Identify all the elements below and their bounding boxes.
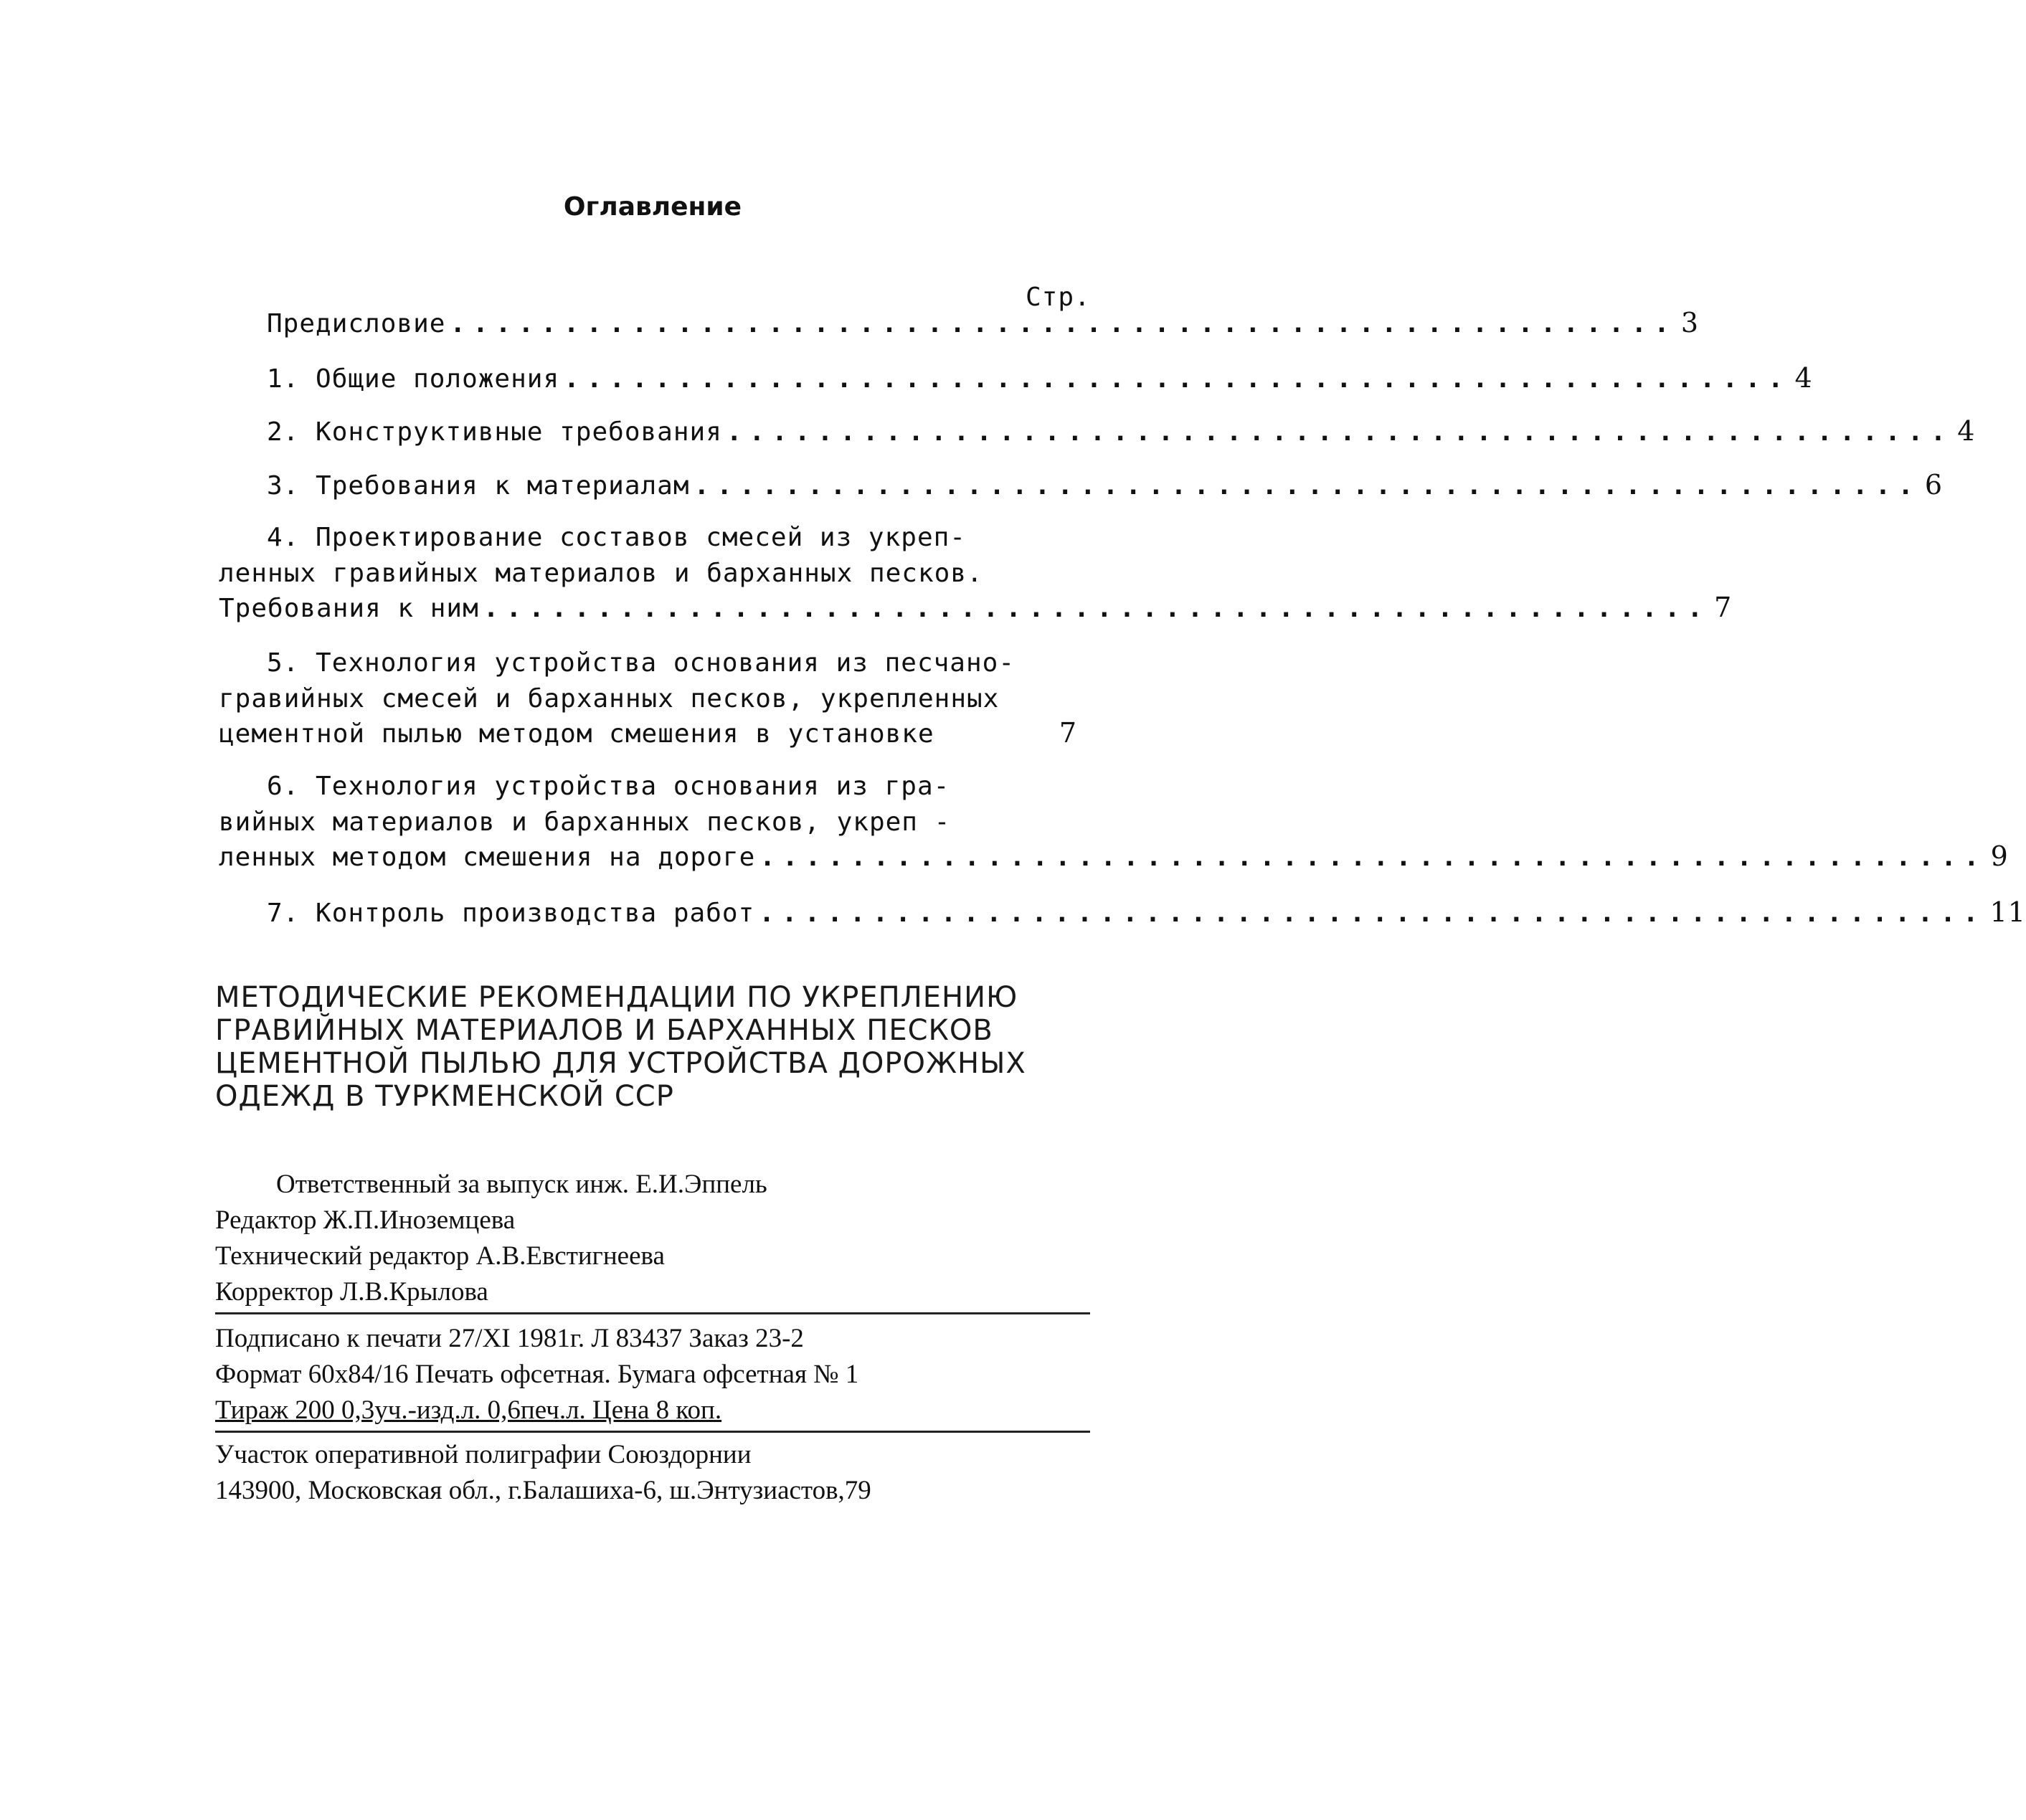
toc-entry-page: 7	[1714, 592, 1733, 623]
book-title-line: ОДЕЖД В ТУРКМЕНСКОЙ ССР	[215, 1080, 674, 1113]
colophon-address: 143900, Московская обл., г.Балашиха-6, ш.Энтузиастов,79	[215, 1476, 871, 1505]
toc-entry-1	[267, 362, 1813, 394]
toc-entry-6-line-1: 6. Технология устройства основания из гра-	[267, 772, 950, 801]
toc-entry-label: 2. Конструктивные требования	[267, 417, 722, 447]
toc-entry-page: 9	[1990, 840, 2009, 872]
toc-entry-page: 4	[1794, 362, 1813, 394]
toc-page-header: Стр.	[1026, 283, 1091, 312]
book-title	[215, 981, 1026, 1113]
toc-entry-page: 4	[1957, 415, 1976, 447]
colophon-print-run: Тираж 200 0,3уч.-изд.л. 0,6печ.л. Цена 8 коп.	[215, 1395, 722, 1425]
toc-leader-dots: ......................................................	[759, 899, 1986, 928]
divider	[215, 1312, 1090, 1314]
colophon-format: Формат 60x84/16 Печать офсетная. Бумага офсетная № 1	[215, 1360, 859, 1389]
toc-entry-label: 3. Требования к материалам	[267, 471, 690, 501]
toc-entry-label: Предисловие	[267, 309, 446, 338]
divider	[215, 1431, 1090, 1433]
book-title-line: ЦЕМЕНТНОЙ ПЫЛЬЮ ДЛЯ УСТРОЙСТВА ДОРОЖНЫХ	[215, 1047, 1026, 1080]
toc-entry-preface	[267, 307, 1699, 338]
colophon-responsible: Ответственный за выпуск инж. Е.И.Эппель	[276, 1170, 767, 1199]
toc-entry-page: 7	[1059, 717, 1077, 749]
toc-entry-5-line-1: 5. Технология устройства основания из песчано-	[267, 648, 1015, 678]
book-title-line: ГРАВИЙНЫХ МАТЕРИАЛОВ И БАРХАННЫХ ПЕСКОВ	[215, 1014, 993, 1047]
toc-entry-label: 1. Общие положения	[267, 364, 560, 394]
colophon-signed: Подписано к печати 27/XI 1981г. Л 83437 Заказ 23-2	[215, 1324, 804, 1353]
book-title-line: МЕТОДИЧЕСКИЕ РЕКОМЕНДАЦИИ ПО УКРЕПЛЕНИЮ	[215, 981, 1018, 1014]
toc-entry-7	[267, 896, 2026, 928]
toc-entry-2	[267, 415, 1976, 447]
toc-leader-dots: ......................................................	[564, 364, 1791, 394]
toc-leader-dots: ......................................................	[759, 843, 1987, 872]
toc-entry-5-line-2: гравийных смесей и барханных песков, укрепленных	[219, 684, 1000, 714]
colophon-tech-editor: Технический редактор А.В.Евстигнеева	[215, 1241, 665, 1271]
toc-entry-page: 11	[1989, 896, 2026, 928]
toc-entry-label: цементной пылью методом смешения в установке	[219, 719, 934, 749]
toc-leader-dots: ......................................................	[694, 471, 1921, 501]
toc-leader-dots: ......................................................	[483, 594, 1710, 623]
colophon-printer: Участок оперативной полиграфии Союздорнии	[215, 1440, 752, 1469]
toc-title: Оглавление	[563, 192, 742, 222]
toc-entry-page: 6	[1924, 469, 1944, 501]
toc-entry-label: Требования к ним	[219, 594, 479, 623]
toc-entry-label: 7. Контроль производства работ	[267, 899, 755, 928]
toc-entry-page: 3	[1680, 307, 1699, 338]
colophon-corrector: Корректор Л.В.Крылова	[215, 1277, 488, 1307]
toc-entry-4	[219, 592, 1733, 623]
colophon-editor: Редактор Ж.П.Иноземцева	[215, 1205, 516, 1235]
toc-entry-6	[219, 840, 2009, 872]
toc-entry-label: ленных методом смешения на дороге	[219, 843, 756, 872]
toc-entry-3	[267, 469, 1944, 501]
toc-entry-4-line-1: 4. Проектирование составов смесей из укреп-	[267, 523, 966, 552]
toc-entry-4-line-2: ленных гравийных материалов и барханных песков.	[219, 559, 983, 588]
toc-leader-dots: ......................................................	[450, 309, 1677, 338]
toc-entry-6-line-2: вийных материалов и барханных песков, укреп -	[219, 807, 951, 837]
toc-leader-dots: ......................................................	[726, 417, 1954, 447]
toc-entry-5	[219, 717, 1077, 749]
